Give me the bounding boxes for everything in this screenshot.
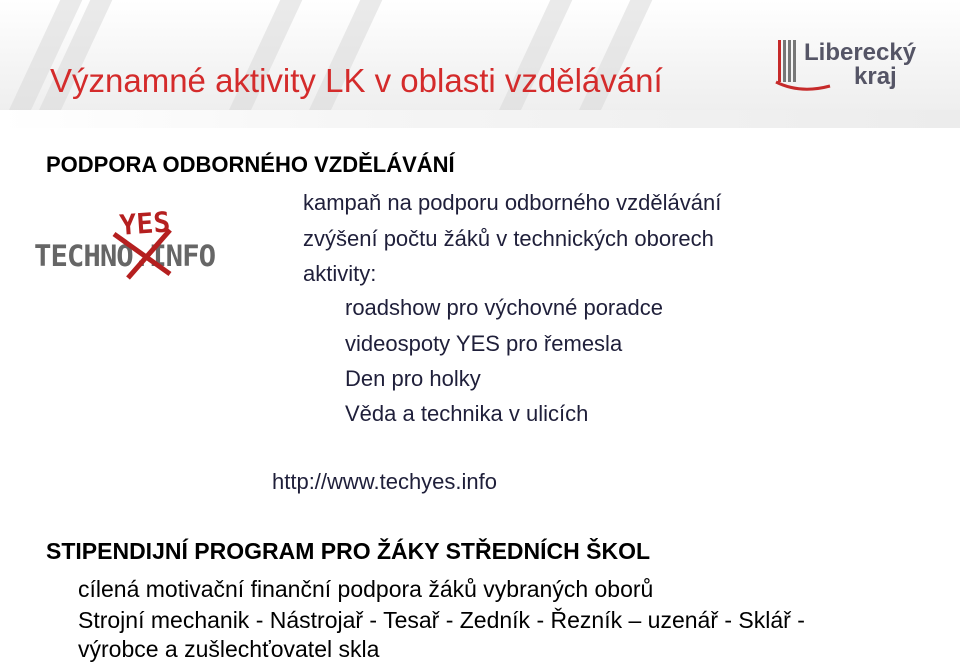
yes-logo-text: YES <box>118 205 172 242</box>
techno-logo-text: TECHNO.INFO <box>34 239 216 273</box>
bullet-item: aktivity: <box>303 261 377 286</box>
techyes-url-link[interactable]: http://www.techyes.info <box>272 469 497 494</box>
section2-line: výrobce a zušlechťovatel skla <box>78 636 380 662</box>
sub-bullet-item: Věda a technika v ulicích <box>345 401 589 426</box>
bullet-item: kampaň na podporu odborného vzdělávání <box>303 190 722 215</box>
yes-techno-info-logo <box>32 200 264 282</box>
liberecky-kraj-logo <box>760 34 932 94</box>
bullet-item: zvýšení počtu žáků v technických oborech <box>303 226 714 251</box>
section2-heading: STIPENDIJNÍ PROGRAM PRO ŽÁKY STŘEDNÍCH ŠKOL <box>46 538 651 564</box>
logo-text-line1: Liberecký <box>804 39 917 66</box>
sub-bullet-item: Den pro holky <box>345 366 481 391</box>
section2-line: cílená motivační finanční podpora žáků vybraných oborů <box>78 576 654 602</box>
sub-bullet-item: roadshow pro výchovné poradce <box>345 295 663 320</box>
section1-heading: PODPORA ODBORNÉHO VZDĚLÁVÁNÍ <box>46 152 455 177</box>
slide-title: Významné aktivity LK v oblasti vzdělávání <box>50 62 663 99</box>
section2-line: Strojní mechanik - Nástrojař - Tesař - Zedník - Řezník – uzenář - Sklář - <box>78 607 805 633</box>
sub-bullet-item: videospoty YES pro řemesla <box>345 331 623 356</box>
logo-text-line2: kraj <box>854 63 897 90</box>
